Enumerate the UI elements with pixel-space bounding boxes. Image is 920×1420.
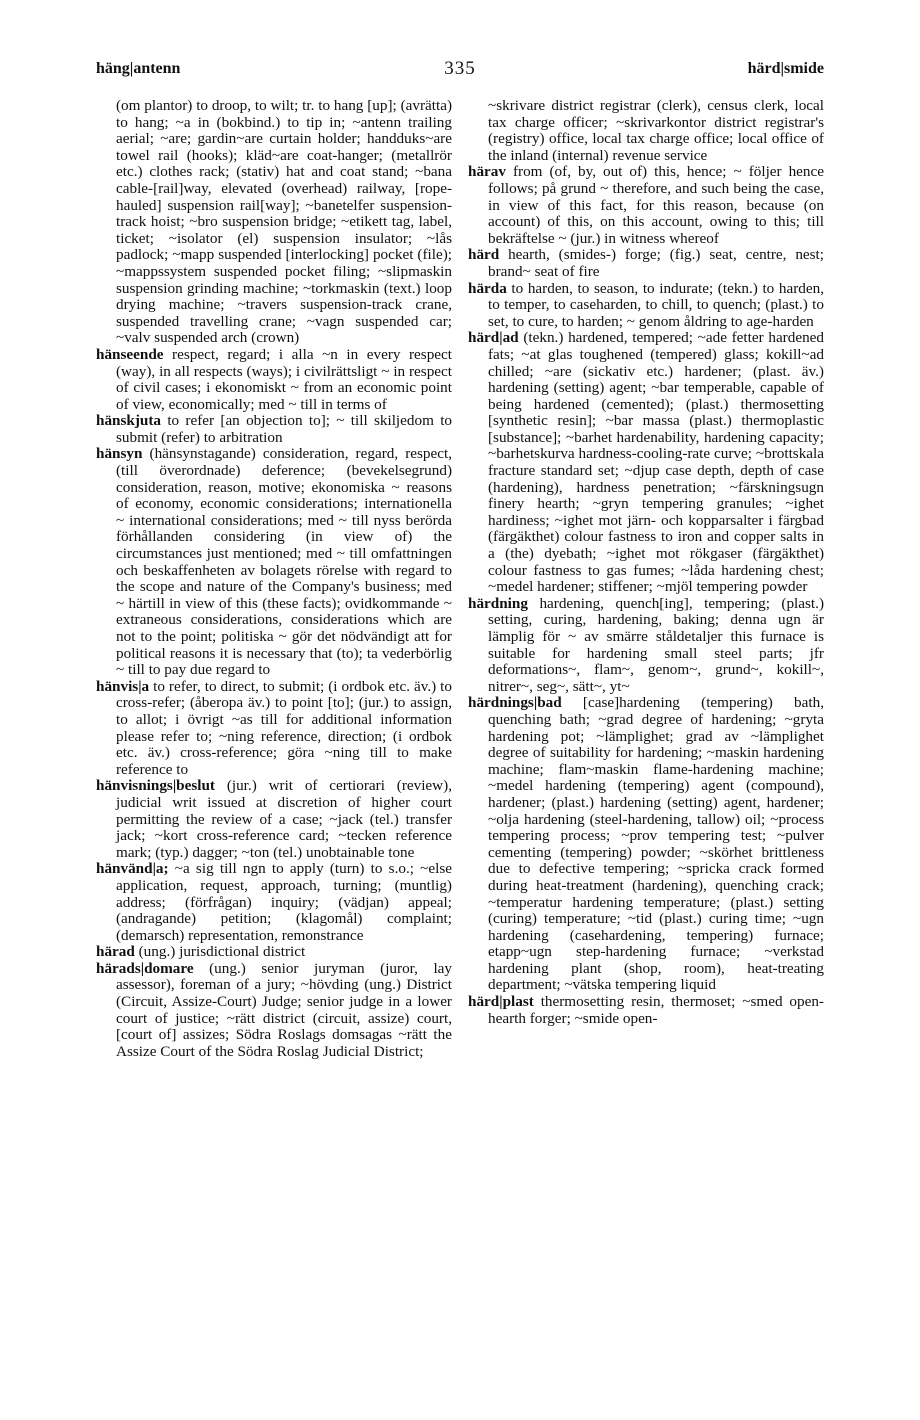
headword: härda bbox=[468, 279, 507, 297]
dictionary-entry bbox=[96, 778, 452, 861]
dictionary-entry bbox=[468, 994, 824, 1027]
dictionary-entry bbox=[468, 98, 824, 164]
entry-text: (ung.) senior juryman (juror, lay assessor), foreman of a jury; ~hövding (ung.) District (Circuit, Assize-Court) Judge; senior judge in a lower court of justice; ~rätt district (circuit, assize) court, [court of] assizes; Södra Roslags domsagas ~rätt the Assize Court of the Södra Roslag Judicial District; bbox=[116, 959, 453, 1060]
entry-text: ~a sig till ngn to apply (turn) to s.o.; ~else application, request, approach, turning; (muntlig) address; (förfrågan) inquiry; (vädjan) appeal; (andragande) petition; (klagomål) complaint; (demarsch) representation, remonstrance bbox=[116, 860, 453, 944]
headword: härdnings|bad bbox=[468, 694, 562, 712]
dictionary-entry bbox=[468, 164, 824, 247]
dictionary-entry bbox=[96, 446, 452, 678]
dictionary-entry bbox=[96, 944, 452, 961]
entry-text: hardening, quench[ing], tempering; (plast.) setting, curing, hardening, baking; denna ugn är lämplig för ~ av smärre ståldetaljer this furnace is suitable for hardening small steel parts; jfr deformations~, flam~, genom~, grund~, kokill~, nitrer~, seg~, sätt~, yt~ bbox=[488, 594, 825, 695]
entry-text: to refer [an objection to]; ~ till skiljedom to submit (refer) to arbitration bbox=[116, 412, 453, 446]
headword: hänseende bbox=[96, 345, 164, 363]
headword: härd|ad bbox=[468, 329, 519, 347]
entry-text: (tekn.) hardened, tempered; ~ade fetter hardened fats; ~at glas toughened (tempered) glass; kokill~ad chilled; ~are (sickativ etc.) hardener; (plast. äv.) hardening (setting) agent; ~bar temperable, capable of being hardened (cemented); (plast.) thermosetting [synthetic resin]; ~bar massa (plast.) thermoplastic [substance]; ~barhet hardenability, hardening capacity; ~barhetskurva hardness-cooling-rate curve; ~brottskala fracture standard set; ~djup case depth, depth of case (hardening), hardness penetration; ~färskningsugn finery hearth; ~gryn tempering granules; ~ighet hardiness; ~ighet mot järn- och kopparsalter i färgbad (färgäkthet) colour fastness to iron and copper salts in a (the) dyebath; ~ighet mot rökgaser (färgäkthet) colour fastness to gas fumes; ~låda hardening chest; ~medel hardener; stiffener; ~mjöl tempering powder bbox=[488, 329, 825, 596]
headword: hänvänd|a; bbox=[96, 860, 169, 878]
headword: härav bbox=[468, 163, 506, 181]
headword: härd|plast bbox=[468, 993, 534, 1011]
dictionary-entry bbox=[96, 347, 452, 413]
dictionary-entry bbox=[468, 281, 824, 331]
entry-text: (hänsynstagande) consideration, regard, respect, (till överordnade) deference; (bevekelsegrund) consideration, reason, motive; ekonomiska ~ reasons of economy, economic considerations; internationella ~ international considerations; med ~ till nyss berörda förhållanden considering (in view of) the circumstances just mentioned; med ~ till omfattningen och beskaffenheten av bolagets rörelse with regard to the scope and nature of the Company's business; med ~ härtill in view of this (these facts); ovidkommande ~ extraneous considerations, considerations which are not to the point; politiska ~ gör det nödvändigt att for political reasons it is necessary that (to); ta vederbörlig ~ till to pay due regard to bbox=[116, 445, 453, 679]
headword: härd bbox=[468, 246, 500, 264]
dictionary-entry bbox=[468, 247, 824, 280]
page-number: 335 bbox=[444, 58, 476, 79]
headword: härad bbox=[96, 943, 135, 961]
entry-text: (om plantor) to droop, to wilt; tr. to hang [up]; (avrätta) to hang; ~a in (bokbind.) to tip in; ~antenn trailing aerial; ~are; gardin~are curtain holder; handduks~are towel rail (hooks); kläd~are coat-hanger; (metallrör etc.) clothes rack; (stativ) hat and coat stand; ~bana cable-[rail]way, elevated (overhead) railway, [rope-hauled] suspension rail[way]; ~banetelfer suspension-track hoist; ~bro suspension bridge; ~etikett tag, label, ticket; ~isolator (el) suspension insulator; ~lås padlock; ~mapp suspended [interlocking] pocket (file); ~mappssystem suspended pocket filing; ~slipmaskin suspension grinding machine; ~torkmaskin (text.) loop drying machine; ~travers suspension-track crane, suspended travelling crane; ~vagn suspended car; ~valv suspended arch (crown) bbox=[116, 97, 452, 347]
running-head-right: härd|smide bbox=[747, 60, 824, 77]
dictionary-entry bbox=[468, 695, 824, 994]
entry-text: to harden, to season, to indurate; (tekn.) to harden, to temper, to caseharden, to chill, to quench; (plast.) to set, to cure, to harden; ~ genom åldring to age-harden bbox=[488, 279, 824, 330]
entry-text: hearth, (smides-) forge; (fig.) seat, centre, nest; brand~ seat of fire bbox=[488, 246, 824, 280]
dictionary-entry bbox=[96, 679, 452, 779]
headword: hänvisnings|beslut bbox=[96, 777, 215, 795]
entry-text: (jur.) writ of certiorari (review), judicial writ issued at discretion of higher court permitting the review of a case; ~jack (tel.) transfer jack; ~kort cross-reference card; ~tecken reference mark; (typ.) dagger; ~ton (tel.) unobtainable tone bbox=[116, 777, 452, 861]
left-column bbox=[96, 98, 452, 1060]
dictionary-entry bbox=[96, 413, 452, 446]
headword: hänskjuta bbox=[96, 412, 161, 430]
dictionary-entry bbox=[96, 861, 452, 944]
right-column bbox=[468, 98, 824, 1027]
dictionary-entry bbox=[96, 98, 452, 347]
entry-text: (ung.) jurisdictional district bbox=[138, 943, 306, 961]
dictionary-entry bbox=[468, 330, 824, 596]
headword: hänvis|a bbox=[96, 677, 150, 695]
entry-text: from (of, by, out of) this, hence; ~ följer hence follows; på grund ~ therefore, and such being the case, in view of this fact, for this reason, because (on account) of this, on this account, owing to this; till bekräftelse ~ (jur.) in witness whereof bbox=[488, 163, 824, 247]
dictionary-entry bbox=[468, 596, 824, 696]
headword: härdning bbox=[468, 594, 528, 612]
entry-text: thermosetting resin, thermoset; ~smed open-hearth forger; ~smide open- bbox=[488, 993, 824, 1027]
headword: hänsyn bbox=[96, 445, 143, 463]
dictionary-entry bbox=[96, 961, 452, 1061]
entry-text: [case]hardening (tempering) bath, quenching bath; ~grad degree of hardening; ~gryta hardening pot; ~lämplighet; grad av ~lämplighet degree of suitability for hardening; ~maskin hardening machine; flam~maskin flame-hardening machine; ~medel hardening (tempering) agent (compound), hardener; (plast.) hardening (setting) agent, hardener; ~olja hardening (steel-hardening, tallow) oil; ~process tempering process; ~prov tempering test; ~pulver cementing (tempering) powder; ~skörhet brittleness due to defective tempering; ~spricka crack formed during heat-treatment (hardening), quenching crack; ~temperatur hardening temperature; (plast.) setting (curing) temperature; ~tid (plast.) curing time; ~ugn hardening (casehardening, tempering) furnace; etapp~ugn step-hardening furnace; ~verkstad hardening plant (shop, room), heat-treating department; ~vätska tempering liquid bbox=[488, 694, 824, 994]
entry-text: ~skrivare district registrar (clerk), census clerk, local tax charge officer; ~skrivarkontor district registrar's (registry) office, local tax charge office; local office of the inland (internal) revenue service bbox=[488, 97, 824, 164]
running-head-left: häng|antenn bbox=[96, 60, 181, 77]
headword: härads|domare bbox=[96, 959, 194, 977]
entry-text: respect, regard; i alla ~n in every respect (way), in all respects (ways); i civilrättsligt ~ in respect of civil cases; i ekonomiskt ~ from an economic point of view, economically; med ~ till in terms of bbox=[116, 345, 452, 413]
entry-text: to refer, to direct, to submit; (i ordbok etc. äv.) to cross-refer; (åberopa äv.) to point [to]; (jur.) to assign, to allot; i övrigt ~as till for additional information please refer to; ~ning reference, direction; (i ordbok etc. äv.) cross-reference; göra ~ning till to make reference to bbox=[116, 677, 452, 778]
